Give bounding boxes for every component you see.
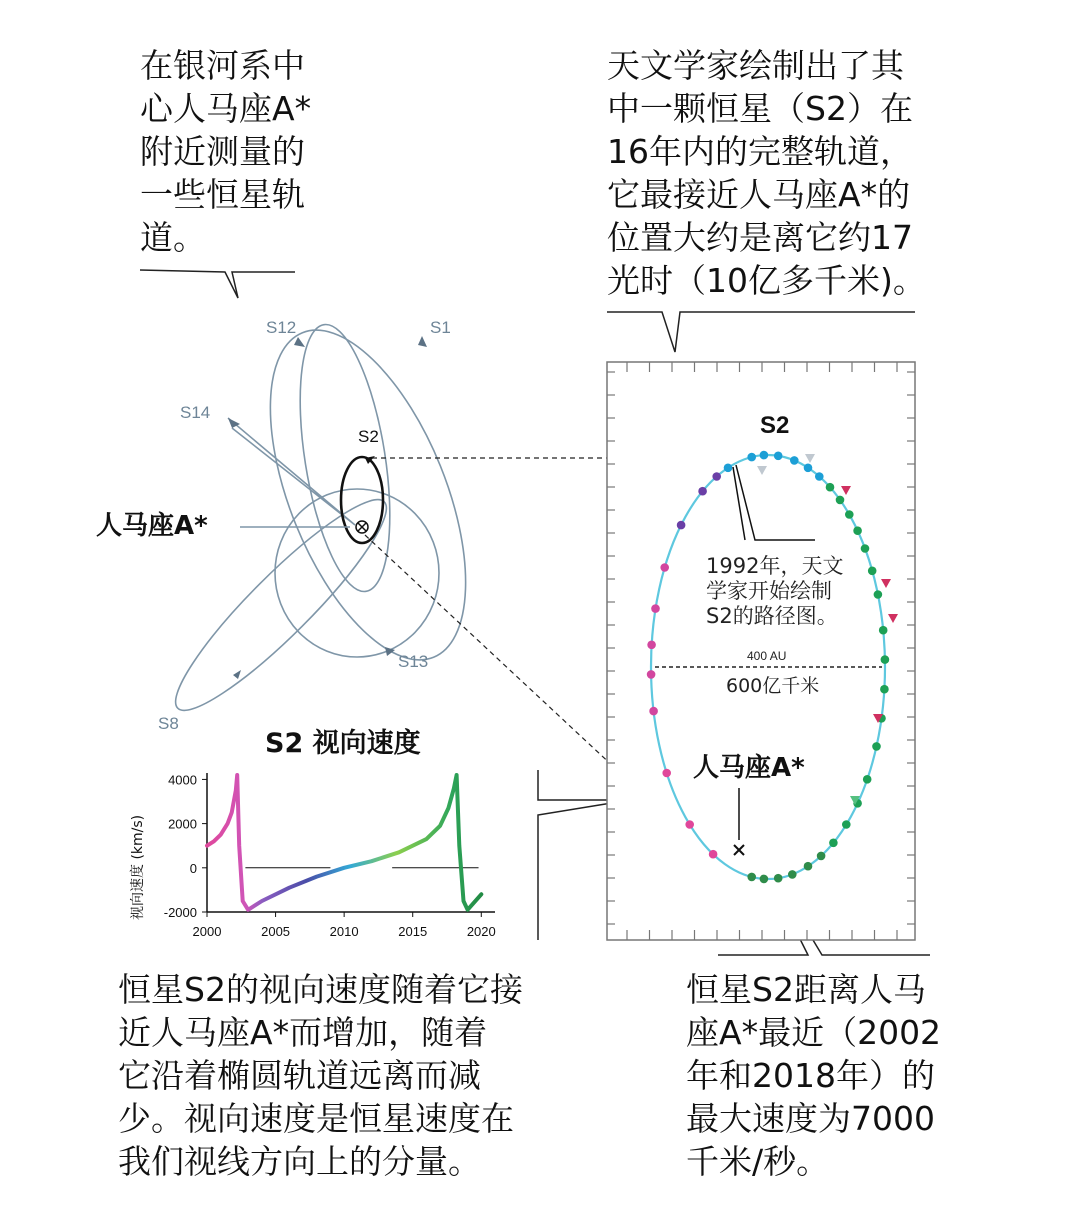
label-s8: S8 bbox=[158, 714, 179, 733]
observation-point bbox=[651, 604, 660, 613]
observation-point bbox=[649, 707, 658, 716]
observation-point bbox=[774, 452, 783, 461]
observation-point bbox=[836, 496, 845, 505]
observation-point bbox=[881, 655, 890, 664]
sgr-a-star-marker-left bbox=[356, 521, 368, 533]
s2-note-line-2: 学家开始绘制 bbox=[706, 579, 832, 603]
label-s12: S12 bbox=[266, 318, 297, 337]
y-tick-label: -2000 bbox=[163, 905, 197, 920]
scale-km-label: 600亿千米 bbox=[726, 675, 820, 697]
label-s1: S1 bbox=[430, 318, 451, 337]
observation-point bbox=[815, 472, 824, 481]
observation-point bbox=[845, 510, 854, 519]
observation-point bbox=[879, 626, 888, 635]
observation-point bbox=[829, 839, 838, 848]
scale-au-label: 400 AU bbox=[747, 649, 787, 663]
caption-bottom-right: 恒星S2距离人马 座A*最近（2002 年和2018年）的 最大速度为7000 千米/秒。 bbox=[686, 970, 942, 1181]
observation-point bbox=[647, 641, 656, 650]
s2-panel-title: S2 bbox=[760, 412, 790, 439]
orbit-s13 bbox=[275, 489, 439, 657]
observation-point bbox=[863, 775, 872, 784]
label-s14: S14 bbox=[180, 403, 211, 422]
observation-point bbox=[868, 567, 877, 576]
s2-note-line-1: 1992年，天文 bbox=[706, 554, 844, 578]
observation-point bbox=[709, 850, 718, 859]
observation-point bbox=[760, 875, 769, 884]
caption-bottom-left: 恒星S2的视向速度随着它接 近人马座A*而增加，随着 它沿着椭圆轨道远离而减 少。视向速度是恒星速度在 我们视线方向上的分量。 bbox=[118, 970, 523, 1181]
observation-point bbox=[747, 453, 756, 462]
observation-point bbox=[677, 521, 686, 530]
observation-point bbox=[774, 874, 783, 883]
label-s2: S2 bbox=[358, 427, 379, 446]
chart-title: S2 视向速度 bbox=[265, 728, 421, 759]
observation-point bbox=[760, 451, 769, 460]
y-tick-label: 2000 bbox=[168, 816, 197, 832]
observation-point bbox=[861, 544, 870, 553]
caption-top-right: 天文学家绘制出了其 中一颗恒星（S2）在 16年内的完整轨道， 它最接近人马座A*的 位置大约是离它约17 光时（10亿多千米)。 bbox=[607, 46, 926, 300]
observation-point bbox=[826, 483, 835, 492]
observation-point bbox=[872, 742, 881, 751]
y-tick-label: 4000 bbox=[168, 772, 197, 788]
observation-point bbox=[853, 526, 862, 535]
caption-top-left: 在银河系中 心人马座A* 附近测量的 一些恒星轨 道。 bbox=[140, 46, 312, 257]
observation-point bbox=[788, 870, 797, 879]
chart-ylabel: 视向速度 (km/s) bbox=[130, 814, 146, 920]
observation-point bbox=[747, 873, 756, 882]
velocity-series-line bbox=[207, 775, 481, 910]
label-sgr-a-star-left: 人马座A* bbox=[96, 511, 208, 541]
orbit-s1 bbox=[230, 304, 506, 687]
observation-point bbox=[724, 464, 733, 473]
callout-pointer-top-right bbox=[607, 312, 915, 352]
s2-note-line-3: S2的路径图。 bbox=[706, 604, 838, 628]
x-tick-label: 2000 bbox=[192, 924, 222, 939]
observation-point bbox=[685, 820, 694, 829]
observation-point bbox=[712, 472, 721, 481]
label-s13: S13 bbox=[398, 652, 429, 671]
observation-point bbox=[647, 670, 656, 679]
y-tick-label: 0 bbox=[189, 860, 197, 876]
observation-point bbox=[842, 820, 851, 829]
orbit-s14 bbox=[228, 418, 355, 525]
x-tick-label: 2020 bbox=[466, 924, 496, 939]
velocity-chart bbox=[164, 772, 496, 939]
observation-point bbox=[660, 563, 669, 572]
observation-point bbox=[880, 685, 889, 694]
observation-point bbox=[804, 862, 813, 871]
x-tick-label: 2005 bbox=[261, 924, 291, 939]
observation-point bbox=[817, 852, 826, 861]
observation-point bbox=[698, 487, 707, 496]
x-tick-label: 2015 bbox=[398, 924, 428, 939]
x-tick-label: 2010 bbox=[329, 924, 359, 939]
label-sgr-a-star-right: 人马座A* bbox=[693, 753, 805, 783]
observation-point bbox=[662, 769, 671, 778]
callout-pointer-top-left bbox=[140, 270, 295, 298]
observation-point bbox=[874, 590, 883, 599]
observation-point bbox=[804, 464, 813, 473]
observation-point bbox=[790, 456, 799, 465]
stellar-orbits-diagram bbox=[157, 304, 506, 730]
